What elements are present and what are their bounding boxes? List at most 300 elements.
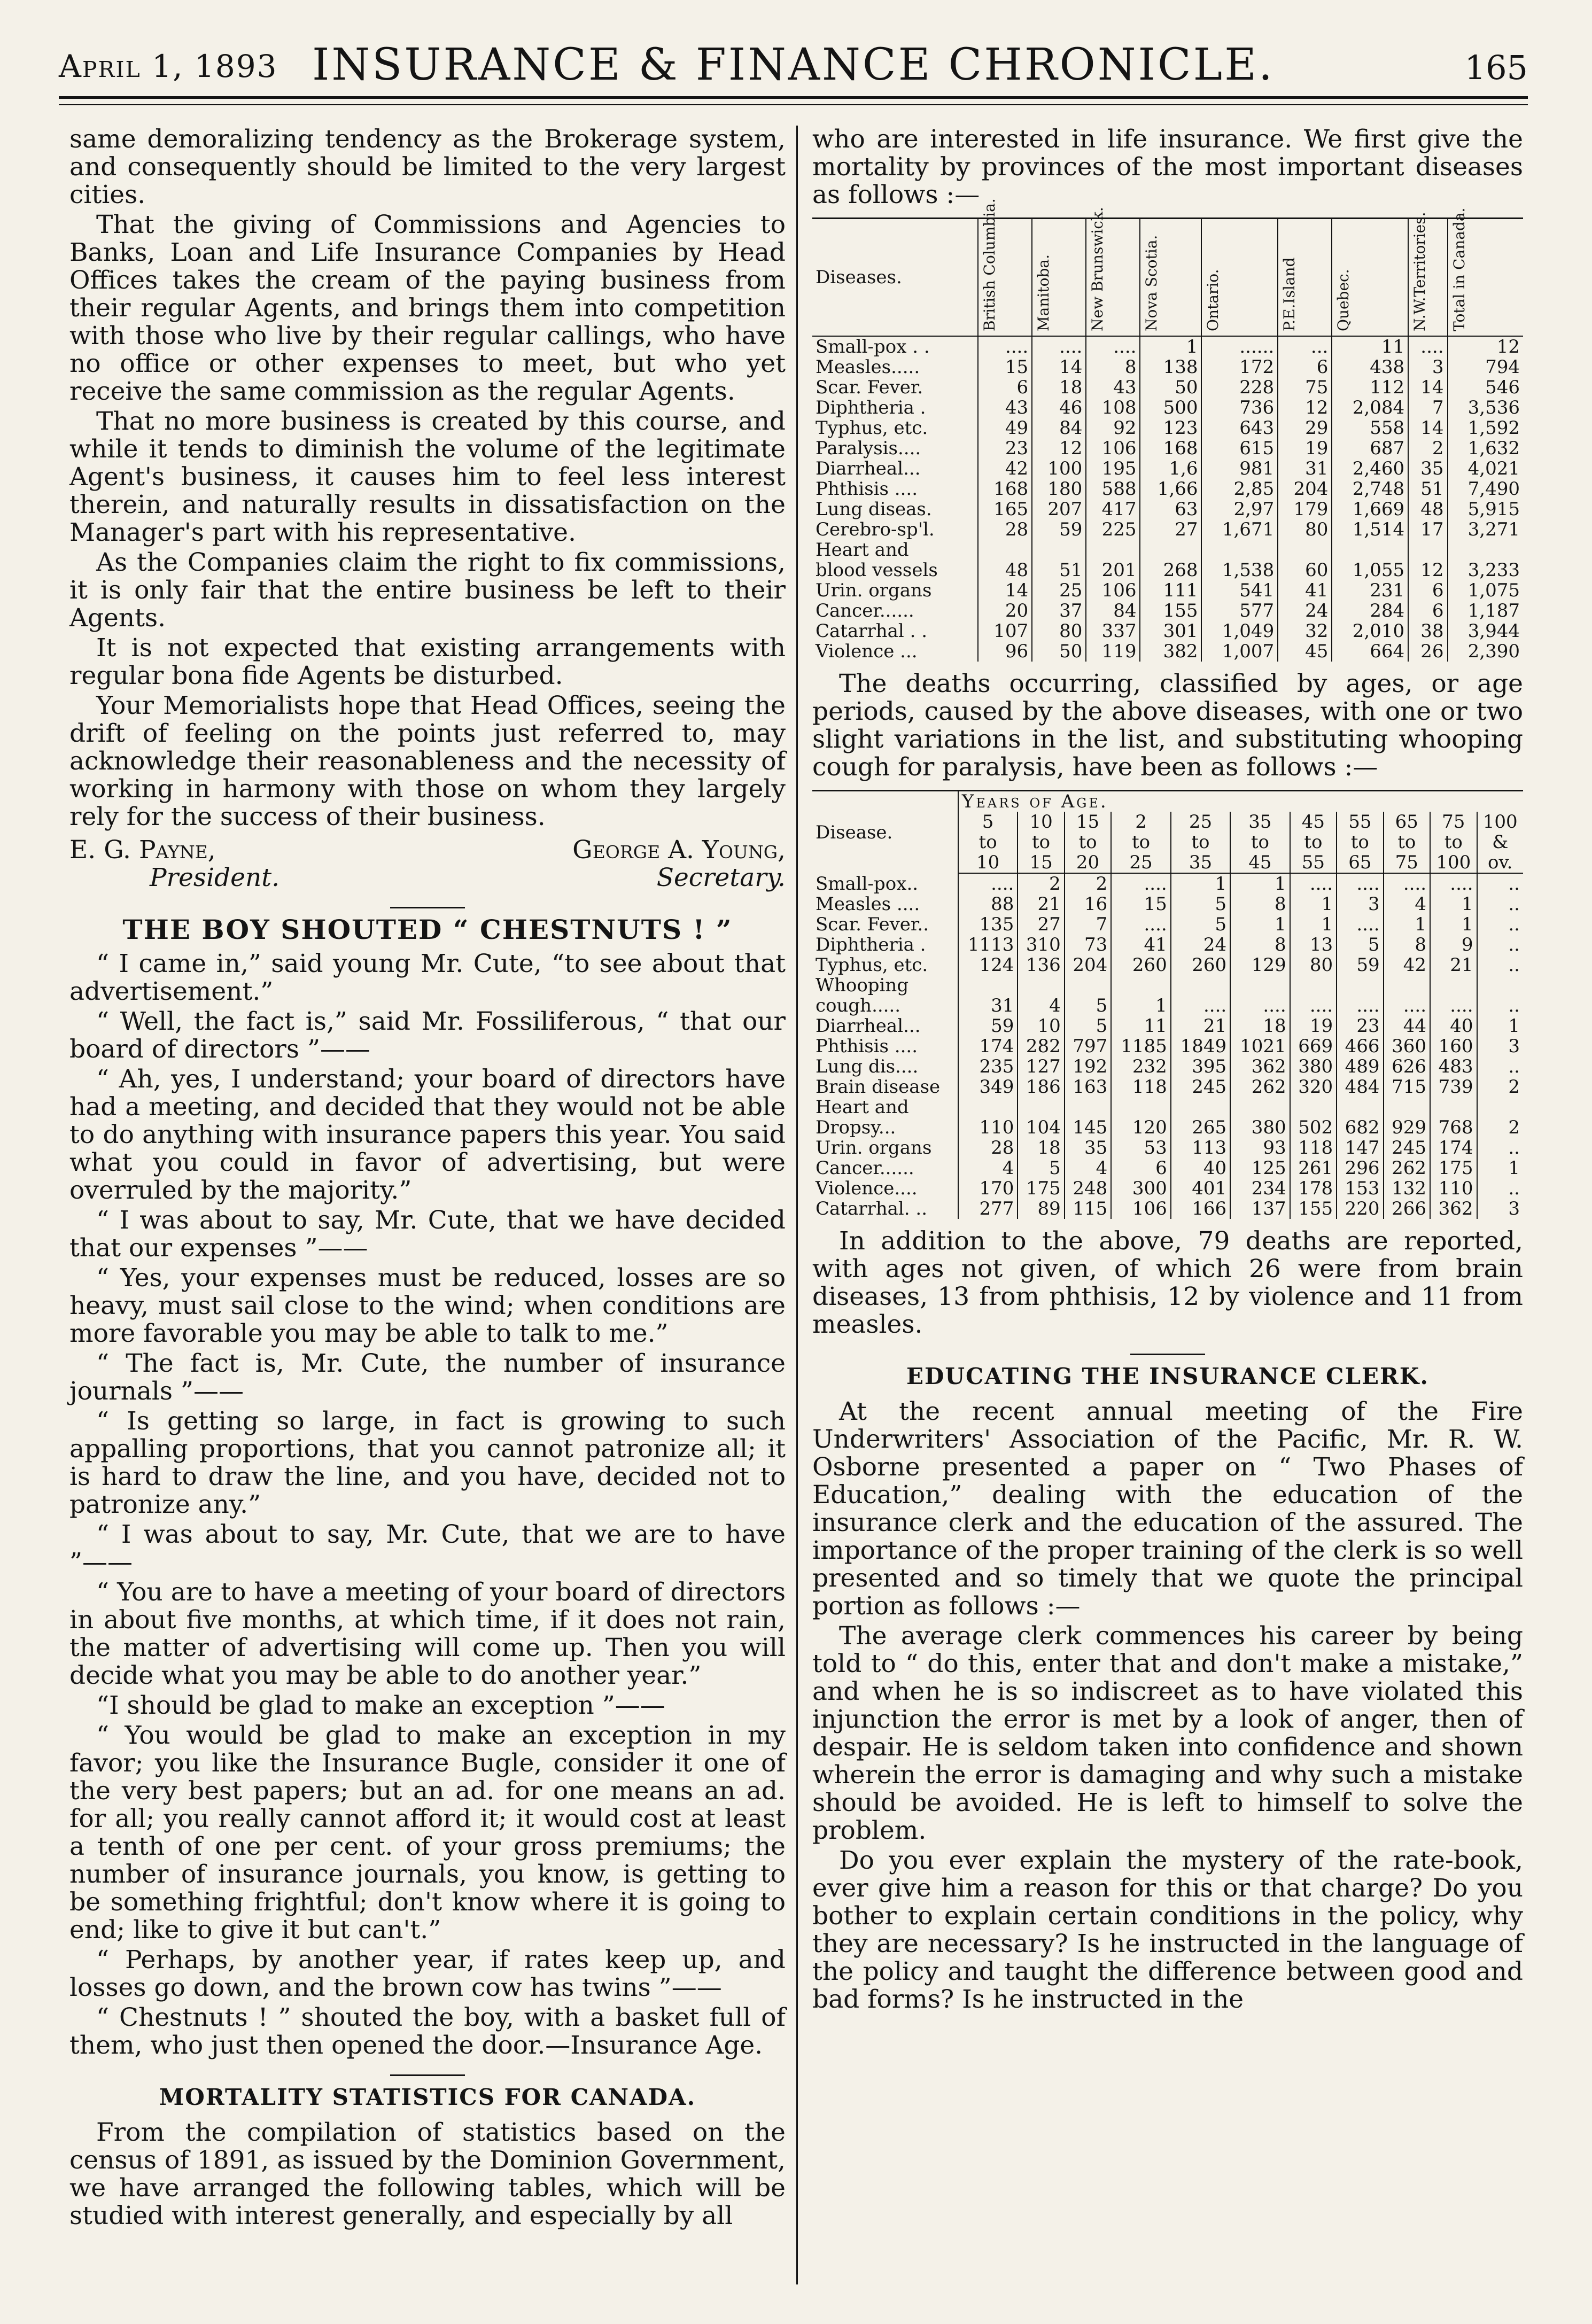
row-label: Diphtheria . [812,935,958,955]
row-label: Heart and [812,1097,958,1117]
age-header-part: to [1350,831,1369,853]
page-number: 165 [1464,48,1528,87]
column-header [1448,207,1524,337]
table-cell: 2,390 [1467,641,1520,662]
age-column-header [1290,812,1337,873]
table-cell: 32 [1278,621,1332,641]
table-row [812,519,1523,540]
age-header-part: 55 [1348,811,1372,833]
left-column [69,126,786,2232]
table-cell: 14 [978,580,1032,601]
table-cell: 502 [1290,1117,1337,1138]
row-label: Diarrheal... [812,458,978,479]
age-header-part: 100 [1436,852,1471,873]
table-cell: 145 [1065,1117,1111,1138]
column-header-label: Nova Scotia. [1143,235,1161,331]
table-cell: 1,055 [1332,560,1408,580]
table-row [812,418,1523,438]
age-header-part: to [1078,831,1097,853]
table-cell: 92 [1086,418,1140,438]
table-cell: .. [1508,893,1520,915]
signatures [69,836,786,892]
table-cell: 1 [1508,1015,1520,1037]
paragraph: That the giving of Commissions and Agencies to Banks, Loan and Life Insurance Companies by Head Offices takes the cream of the paying business from their regular Agents, and brings them into competition with those who live by their regular callings, who have no office or other expenses to meet, but who yet receive the same commission as the regular Agents. [69,210,786,406]
mortality-by-province-table [812,198,1523,662]
table-cell: 3 [1337,894,1383,914]
table-cell: 277 [958,1199,1018,1219]
table-cell: 546 [1485,377,1520,398]
table-row [812,1036,1523,1056]
table-cell: 5,915 [1467,499,1520,520]
paragraph: From the compilation of statistics based on the census of 1891, as issued by the Dominion Government, we have arranged the following tables, which will be studied with interest generally, and especially by all [69,2118,786,2230]
table-cell: 12 [1278,398,1332,418]
table-cell: 626 [1384,1056,1430,1077]
age-column-header [1018,812,1064,873]
table-cell: 4 [958,1158,1018,1178]
table-cell [1111,1097,1170,1117]
table-cell: 172 [1201,357,1278,377]
signature-name: E. G. Payne, [69,835,216,865]
column-header-label: New Brunswick. [1089,207,1107,331]
section-rule [390,2074,465,2076]
age-header-part: to [1251,831,1269,853]
issue-date: April 1, 1893 [59,48,278,84]
table-cell: .. [1508,1137,1520,1159]
table-cell: 231 [1332,580,1408,601]
table-cell: 53 [1111,1138,1170,1158]
table-cell: 41 [1111,935,1170,955]
table-cell: .... [1384,873,1430,894]
table-cell: 284 [1332,601,1408,621]
table-header: Diseases. [812,219,978,337]
row-label: Phthisis .... [812,1036,958,1056]
age-header-part: 75 [1442,811,1465,833]
table-cell: 715 [1384,1077,1430,1097]
table-cell: 1,514 [1332,519,1408,540]
column-header-label: N.W.Territories. [1411,212,1429,331]
table-cell: 31 [958,996,1018,1016]
table-cell: 104 [1018,1117,1064,1138]
row-label: Heart and [812,540,978,560]
row-label: Cancer...... [812,1158,958,1178]
table-cell: 1,075 [1467,580,1520,601]
table-row [812,1117,1523,1138]
table-cell: 80 [1290,955,1337,975]
table-cell: 2,97 [1201,499,1278,519]
section-rule [1130,1354,1205,1355]
table-cell: 165 [978,499,1032,519]
table-cell: 234 [1230,1178,1290,1199]
table-cell: 29 [1278,418,1332,438]
table-cell [1384,975,1430,996]
table-row [812,540,1523,560]
table-cell: 125 [1230,1158,1290,1178]
column-header-label: Quebec. [1334,269,1353,331]
table-cell: .... [1171,996,1230,1016]
table-cell: 15 [1111,894,1170,914]
table-cell: 135 [958,914,1018,935]
column-header-label: Ontario. [1204,269,1222,331]
table-cell: 466 [1337,1036,1383,1056]
age-column-header [958,812,1018,873]
row-label: Measles .... [812,894,958,914]
row-label: Measles..... [812,357,978,377]
table-cell: 17 [1408,519,1447,540]
table-cell [1201,540,1278,560]
row-label: Catarrhal. .. [812,1199,958,1219]
table-cell: 3,233 [1467,559,1520,581]
table-cell: 362 [1430,1199,1477,1219]
paragraph: “ Yes, your expenses must be reduced, losses are so heavy, must sail close to the wind; when conditions are more favorable you may be able to talk to me.” [69,1263,786,1348]
table-cell: 42 [1384,955,1430,975]
table-cell: 2,084 [1332,398,1408,418]
table-cell: 438 [1332,357,1408,377]
table-cell: 18 [1032,377,1086,398]
table-cell: 489 [1337,1056,1383,1077]
table-cell [1230,1097,1290,1117]
table-cell: 245 [1384,1138,1430,1158]
table-cell: 163 [1065,1077,1111,1097]
publication-title: INSURANCE & FINANCE CHRONICLE. [312,40,1275,90]
table-cell: 28 [978,519,1032,540]
table-row [812,1178,1523,1199]
table-cell: 19 [1290,1016,1337,1036]
row-label: Violence ... [812,641,978,662]
table-cell: .. [1508,1056,1520,1077]
age-header-part: 35 [1248,811,1272,833]
table-cell: 195 [1086,458,1140,479]
table-cell: 175 [1430,1158,1477,1178]
table-cell: 260 [1171,955,1230,975]
table-cell: 266 [1384,1199,1430,1219]
table-row [812,1199,1523,1219]
table-cell [1477,1097,1523,1117]
table-cell: 225 [1086,519,1140,540]
table-cell: 107 [978,621,1032,641]
table-cell: 168 [1140,438,1201,458]
paragraph: “I should be glad to make an exception ”—— [96,1691,665,1720]
table-cell: 310 [1018,935,1064,955]
table-cell: 8 [1230,894,1290,914]
table-cell: 2 [1408,438,1447,458]
table-cell: 245 [1171,1077,1230,1097]
row-label: Brain disease [812,1077,958,1097]
table-cell: .... [1290,873,1337,894]
table-cell: 664 [1332,641,1408,662]
signature-title: President. [150,863,280,892]
table-cell: 132 [1384,1178,1430,1199]
paragraph: As the Companies claim the right to fix commissions, it is only fair that the entire business be left to their Agents. [69,548,786,633]
table-cell: 5 [1065,1016,1111,1036]
paragraph: The average clerk commences his career by being told to “ do this, enter that and don't make a mistake,” and when he is so indiscreet as to have violated this injunction the error is met by a look of anger, then of despair. He is seldom taken into confidence and shown wherein the error is damaging and why such a mistake should be avoided. He is left to himself to solve the problem. [812,1621,1523,1845]
age-column-header [1111,812,1170,873]
table-row [812,1077,1523,1097]
table-cell: 89 [1018,1199,1064,1219]
table-cell: 51 [1032,560,1086,580]
table-cell: 2,460 [1332,458,1408,479]
table-cell: 248 [1065,1178,1111,1199]
table-cell [1430,1097,1477,1117]
table-cell: 401 [1171,1178,1230,1199]
table-cell: 24 [1171,935,1230,955]
column-header [1332,219,1408,337]
table-cell: 13 [1290,935,1337,955]
table-cell: .. [1508,1178,1520,1199]
table-cell: 129 [1230,955,1290,975]
table-cell: 1,6 [1140,458,1201,479]
table-cell: 382 [1140,641,1201,662]
table-cell: 118 [1111,1077,1170,1097]
table-cell: 110 [1430,1178,1477,1199]
table-cell: 1,187 [1467,600,1520,621]
table-cell: 1 [1430,914,1477,935]
table-cell: 8 [1384,935,1430,955]
table-cell: 96 [978,641,1032,662]
table-group-header: Years of Age. [958,791,1523,812]
column-header [1140,219,1201,337]
paragraph: “ Well, the fact is,” said Mr. Fossiliferous, “ that our board of directors ”—— [69,1007,786,1064]
table-cell: 168 [978,479,1032,499]
table-cell: 44 [1384,1016,1430,1036]
table-cell: 12 [1408,560,1447,580]
table-cell [1430,975,1477,996]
table-cell: .... [1032,336,1086,357]
table-row [812,1138,1523,1158]
table-cell: 360 [1384,1036,1430,1056]
table-cell [1032,540,1086,560]
table-cell: 174 [1430,1138,1477,1158]
table-cell: 1,669 [1332,499,1408,519]
age-header-part: 15 [1076,811,1100,833]
age-header-part: 25 [1129,852,1153,873]
age-header-part: to [1444,831,1463,853]
table-cell: 541 [1201,580,1278,601]
table-cell: 106 [1086,580,1140,601]
table-cell: 1,592 [1467,417,1520,439]
table-cell: 60 [1278,560,1332,580]
table-cell: 1 [1230,873,1290,894]
table-cell: 37 [1032,601,1086,621]
paragraph: Do you ever explain the mystery of the rate-book, ever give him a reason for this or that charge? Do you bother to explain certain conditions in the policy, why they are necessary? Is he instructed in the language of the policy and taught the difference between good and bad forms? Is he instructed in the [812,1846,1523,2014]
age-column-header [1430,812,1477,873]
table-row [812,873,1523,894]
table-cell: 1,538 [1201,560,1278,580]
table-cell: 687 [1332,438,1408,458]
table-cell: 2,010 [1332,621,1408,641]
age-header-part: 2 [1135,811,1147,833]
age-header-part: 10 [976,852,1000,873]
paragraph: “ Chestnuts ! ” shouted the boy, with a basket full of them, who just then opened the door.—Insurance Age. [69,2003,786,2060]
table-cell: .... [1111,914,1170,935]
table-cell: .... [1337,914,1383,935]
table-cell: 50 [1140,377,1201,398]
table-cell: 5 [1171,894,1230,914]
row-label: Scar. Fever. [812,377,978,398]
table-cell: .... [1430,996,1477,1016]
column-header [1086,207,1140,337]
table-cell: .... [978,336,1032,357]
age-header-part: 5 [982,811,994,833]
table-cell: 1 [1384,914,1430,935]
table-cell [1290,975,1337,996]
table-cell: 46 [1032,398,1086,418]
table-row [812,641,1523,662]
table-cell: 42 [978,458,1032,479]
table-cell: 111 [1140,580,1201,601]
table-cell: 136 [1018,955,1064,975]
table-row [812,580,1523,601]
table-cell: .... [958,873,1018,894]
table-cell: 14 [1408,377,1447,398]
column-header-label: P.E.Island [1280,257,1299,331]
table-cell: 5 [1065,996,1111,1016]
table-cell: 2 [1065,873,1111,894]
row-label: Small-pox.. [812,873,958,894]
table-cell: 296 [1337,1158,1383,1178]
age-column-header [1171,812,1230,873]
table-cell: .. [1508,954,1520,976]
table-row [812,914,1523,935]
table-cell: 736 [1201,398,1278,418]
table-cell [1448,540,1524,560]
table-cell: 1 [1140,336,1201,357]
table-cell: 10 [1018,1016,1064,1036]
table-cell [958,975,1018,996]
table-cell: .... [1230,996,1290,1016]
table-cell: 75 [1278,377,1332,398]
table-cell: 268 [1140,560,1201,580]
table-cell: 300 [1111,1178,1170,1199]
table-cell: 16 [1065,894,1111,914]
age-header-part: 15 [1029,852,1053,873]
table-cell: 160 [1430,1036,1477,1056]
age-header-part: 20 [1076,852,1100,873]
paragraph: That no more business is created by this course, and while it tends to diminish the volume of the legitimate Agent's business, it causes him to feel less interest therein, and naturally results in dissatisfaction on the Manager's part with his representative. [69,407,786,547]
table-row [812,1097,1523,1117]
table-header: Disease. [812,791,958,874]
table-cell: 93 [1230,1138,1290,1158]
table-cell: 50 [1032,641,1086,662]
table-cell: 260 [1111,955,1170,975]
table-row [812,377,1523,398]
table-cell: 1 [1290,894,1337,914]
table-cell: 59 [1032,519,1086,540]
table-cell: 395 [1171,1056,1230,1077]
table-cell: 11 [1332,336,1408,357]
table-cell: 124 [958,955,1018,975]
table-cell: 112 [1332,377,1408,398]
table-cell: 2 [1508,1076,1520,1098]
table-cell: 577 [1201,601,1278,621]
table-cell: 84 [1086,601,1140,621]
table-row [812,1158,1523,1178]
table-cell: 115 [1065,1199,1111,1219]
column-header [1201,219,1278,337]
table-cell: 43 [1086,377,1140,398]
table-cell: 123 [1140,418,1201,438]
table-cell: 483 [1430,1056,1477,1077]
table-cell: 5 [1337,935,1383,955]
table-cell: 155 [1290,1199,1337,1219]
table-cell: 192 [1065,1056,1111,1077]
table-cell: 9 [1430,935,1477,955]
table-cell: 147 [1337,1138,1383,1158]
signature-title: Secretary. [656,863,786,892]
table-cell: 5 [1018,1158,1064,1178]
table-cell: .... [1408,336,1447,357]
table-cell: 21 [1430,955,1477,975]
table-cell: 588 [1086,479,1140,499]
table-cell: 18 [1230,1016,1290,1036]
table-cell: 8 [1086,357,1140,377]
table-cell [1337,1097,1383,1117]
table-cell: 301 [1140,621,1201,641]
signature-name: George A. Young, [572,835,786,865]
table-cell: 35 [1408,458,1447,479]
table-row [812,398,1523,418]
table-cell: 7 [1408,398,1447,418]
table-cell: 500 [1140,398,1201,418]
column-header [1278,219,1332,337]
table-row [812,975,1523,996]
table-cell: 138 [1140,357,1201,377]
table-cell: 6 [1408,601,1447,621]
table-cell: 80 [1278,519,1332,540]
table-cell: 3,944 [1467,620,1520,642]
paragraph: At the recent annual meeting of the Fire Underwriters' Association of the Pacific, Mr. R. W. Osborne presented a paper on “ Two Phases of Education,” dealing with the education of the insurance clerk and the education of the assured. The importance of the proper training of the clerk is so well presented and so timely that we quote the principal portion as follows :— [812,1397,1523,1621]
table-cell: .. [1508,914,1520,935]
table-cell: 8 [1230,935,1290,955]
paragraph: who are interested in life insurance. We first give the mortality by provinces of the most important diseases as follows :— [812,125,1523,209]
table-cell: 1,632 [1467,438,1520,459]
paragraph: “ You would be glad to make an exception in my favor; you like the Insurance Bugle, consider it one of the very best papers; but an ad. for one means an ad. for all; you really cannot afford it; it would cost at least a tenth of one per cent. of your gross premiums; the number of insurance journals, you know, is getting to be something frightful; don't know where it is going to end; like to give it but can't.” [69,1721,786,1945]
table-row [812,357,1523,377]
table-cell: 166 [1171,1199,1230,1219]
table-cell: 3 [1508,1198,1520,1219]
age-column-header [1230,812,1290,873]
table-cell: 59 [958,1016,1018,1036]
age-header-part: to [1131,831,1151,853]
table-cell [1086,540,1140,560]
table-cell: 282 [1018,1036,1064,1056]
paragraph: “ Ah, yes, I understand; your board of directors have had a meeting, and decided that they would not be able to do anything with insurance papers this year. You said what you could in favor of advertising, but were overruled by the majority.” [69,1064,786,1205]
table-cell: .... [1086,336,1140,357]
table-cell: 51 [1408,479,1447,499]
row-label: Diarrheal... [812,1016,958,1036]
table-cell: 100 [1032,458,1086,479]
paragraph: Your Memorialists hope that Head Offices, seeing the drift of feeling on the points just referred to, may acknowledge their reasonableness and the necessity of working in harmony with those on whom they largely rely for the success of their business. [69,691,786,831]
table-cell: .... [1290,996,1337,1016]
age-column-header [1065,812,1111,873]
table-row [812,458,1523,479]
row-label: Urin. organs [812,1138,958,1158]
table-cell: 235 [958,1056,1018,1077]
table-cell: 88 [958,894,1018,914]
table-row [812,336,1523,357]
table-cell: 2,748 [1332,479,1408,499]
table-cell: 175 [1018,1178,1064,1199]
right-column [812,126,1523,2016]
signature-president [69,836,399,892]
paragraph: “ I was about to say, Mr. Cute, that we have decided that our expenses ”—— [69,1206,786,1263]
table-cell: 3,271 [1467,519,1520,540]
age-header-part: & [1492,831,1509,853]
table-cell: 7 [1065,914,1111,935]
table-cell: 113 [1171,1138,1230,1158]
table-row [812,479,1523,499]
table-cell [1384,1097,1430,1117]
age-header-part: 75 [1395,852,1418,873]
